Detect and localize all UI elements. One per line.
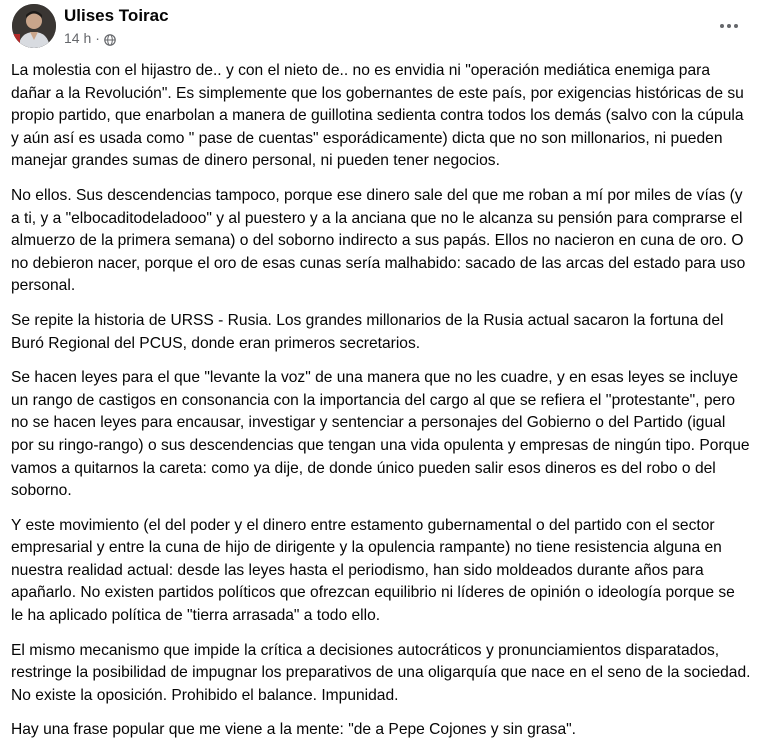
globe-icon[interactable] <box>104 33 116 45</box>
post-paragraph: El mismo mecanismo que impide la crítica a decisiones autocráticos y pronunciamientos disparatados, restringe la posibilidad de impugnar los preparativos de una oligarquía que nace en el seno de la sociedad. No existe la oposición. Prohibido el balance. Impunidad. <box>11 641 751 704</box>
post-meta <box>64 30 116 46</box>
more-horizontal-icon <box>719 23 739 29</box>
post-paragraph: Y este movimiento (el del poder y el dinero entre estamento gubernamental o del partido con el sector empresarial y entre la cuna de hijo de dirigente y la opulencia rampante) no tiene resistencia alguna en nuestra realidad actual: desde las leyes hasta el periodismo, han sido moldeados durante años para apañarlo. No existen partidos políticos que ofrezcan equilibrio ni líderes de opinión o ideología porque se le ha aplicado política de "tierra arrasada" a todo ello. <box>11 516 735 625</box>
post-body <box>11 60 751 754</box>
post-paragraph: La molestia con el hijastro de.. y con el nieto de.. no es envidia ni "operación mediática enemiga para dañar a la Revolución". Es simplemente que los gobernantes de este país, por exigencias históricas de su propio partido, que enarbolan a manera de guillotina sedienta contra todos los demás (salvo con la cúpula y aún así es usada como " pase de cuentas" esporádicamente) dicta que no son millonarios, ni pueden manejar grandes sumas de dinero personal, ni pueden tener negocios. <box>11 62 744 170</box>
post-paragraph: Se hacen leyes para el que "levante la voz" de una manera que no les cuadre, y en esas leyes se incluye un rango de castigos en consonancia con la importancia del cargo al que se refiera el ''protestante", pero no se hacen leyes para encausar, investigar y sentenciar a personajes del Gobierno o del Partido (igual por su ringo-rango) o sus descendencias que tengan una vida opulenta y empresas de ningún tipo. Porque vamos a quitarnos la careta: como ya dije, de donde único pueden salir esos dineros es del robo o del soborno. <box>11 369 750 500</box>
post-paragraph: No ellos. Sus descendencias tampoco, porque ese dinero sale del que me roban a mí por miles de vías (y a ti, y a "elbocaditodeladooo" y al puestero y a la anciana que no le alcanza su pensión para comprarse el almuerzo de la primera semana) o del soborno indirecto a sus papás. Ellos no nacieron en cuna de oro. O no debieron nacer, porque el oro de esas cunas sería malhabido: sacado de las arcas del estado para uso personal. <box>11 186 746 295</box>
author-name[interactable]: Ulises Toirac <box>64 6 169 25</box>
meta-separator: · <box>95 30 100 46</box>
post-header <box>12 4 745 50</box>
avatar[interactable] <box>12 4 56 48</box>
avatar-photo <box>12 4 56 48</box>
post-paragraph: Se repite la historia de URSS - Rusia. Los grandes millonarios de la Rusia actual sacaron la fortuna del Buró Regional del PCUS, donde eran primeros secretarios. <box>11 311 724 352</box>
post-time[interactable]: 14 h <box>64 30 92 46</box>
post-paragraph: Hay una frase popular que me viene a la mente: "de a Pepe Cojones y sin grasa". <box>11 721 576 739</box>
more-options-button[interactable] <box>713 10 745 42</box>
